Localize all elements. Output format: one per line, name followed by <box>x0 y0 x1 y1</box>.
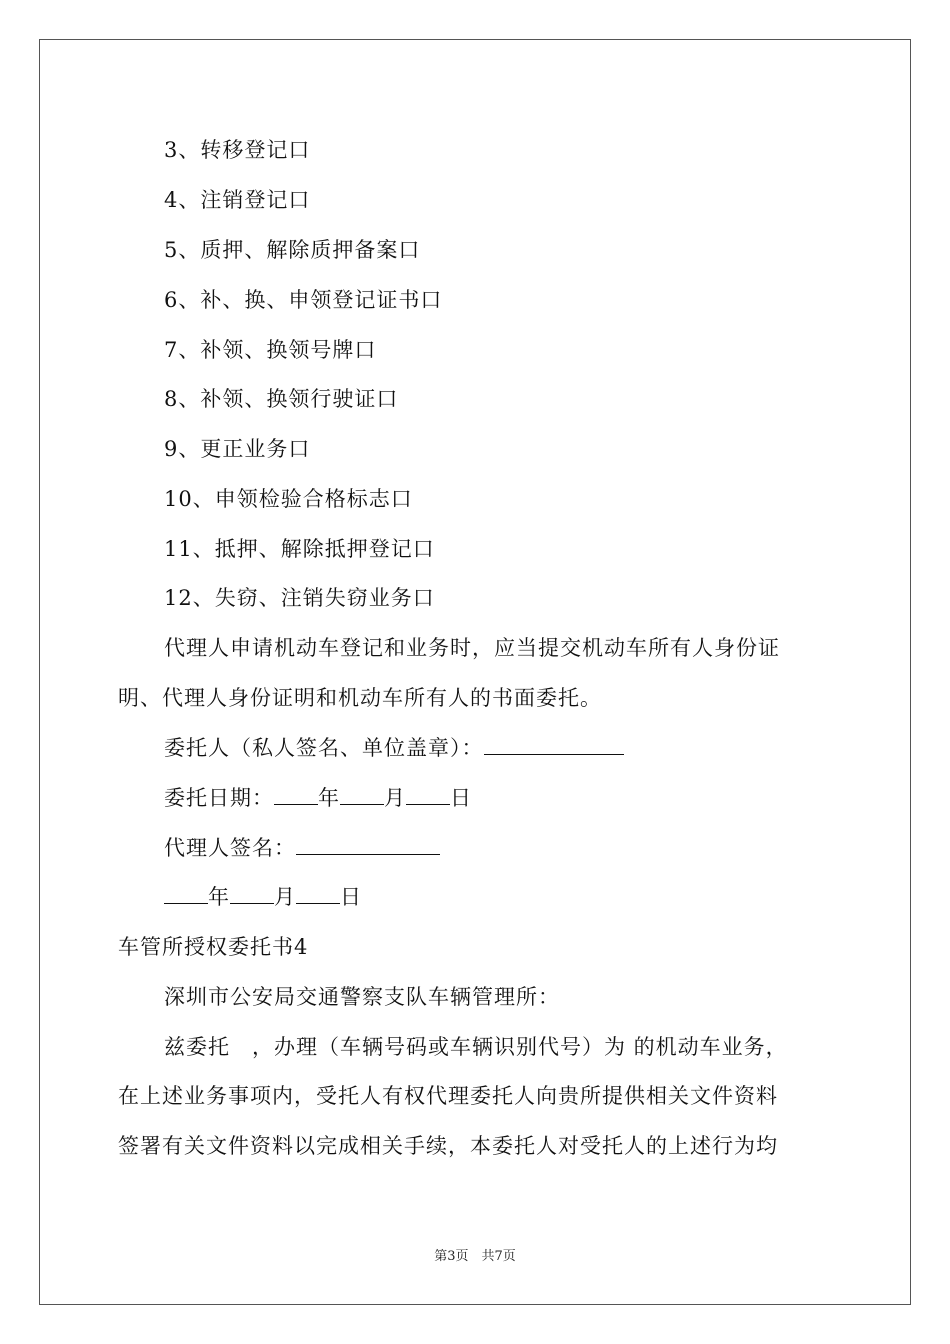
day-blank <box>406 786 450 805</box>
day-label: 日 <box>450 786 472 810</box>
addressee: 深圳市公安局交通警察支队车辆管理所： <box>164 985 560 1009</box>
section-title: 车管所授权委托书4 <box>118 935 309 959</box>
month-blank <box>340 786 384 805</box>
notice-paragraph-line: 明、代理人身份证明和机动车所有人的书面委托。 <box>118 686 602 710</box>
list-item: 5、质押、解除质押备案口 <box>164 238 421 262</box>
agent-label: 代理人签名： <box>164 836 296 860</box>
list-item: 6、补、换、申领登记证书口 <box>164 288 443 312</box>
list-item: 12、失窃、注销失窃业务口 <box>164 586 435 610</box>
list-item: 4、注销登记口 <box>164 188 311 212</box>
delegation-date-field <box>164 786 472 810</box>
month-label: 月 <box>274 885 296 909</box>
list-item: 7、补领、换领号牌口 <box>164 338 377 362</box>
date-label: 委托日期： <box>164 786 274 810</box>
body-paragraph-line: 兹委托 ，办理（车辆号码或车辆识别代号）为 的机动车业务， <box>164 1035 788 1059</box>
principal-label: 委托人（私人签名、单位盖章）： <box>164 736 484 760</box>
list-item: 10、申领检验合格标志口 <box>164 487 413 511</box>
year-blank <box>164 885 208 904</box>
list-item: 3、转移登记口 <box>164 138 311 162</box>
day-label: 日 <box>340 885 362 909</box>
body-paragraph-line: 签署有关文件资料以完成相关手续，本委托人对受托人的上述行为均 <box>118 1134 778 1158</box>
page-border <box>39 39 911 1305</box>
list-item: 11、抵押、解除抵押登记口 <box>164 537 435 561</box>
body-paragraph-line: 在上述业务事项内，受托人有权代理委托人向贵所提供相关文件资料 <box>118 1084 778 1108</box>
list-item: 9、更正业务口 <box>164 437 311 461</box>
page-number: 第3页 共7页 <box>434 1249 516 1264</box>
year-label: 年 <box>208 885 230 909</box>
year-label: 年 <box>318 786 340 810</box>
month-blank <box>230 885 274 904</box>
day-blank <box>296 885 340 904</box>
principal-signature-field <box>164 736 624 760</box>
agent-date-field <box>164 885 362 909</box>
agent-signature-field <box>164 836 440 860</box>
month-label: 月 <box>384 786 406 810</box>
notice-paragraph-line: 代理人申请机动车登记和业务时，应当提交机动车所有人身份证 <box>164 636 780 660</box>
principal-blank <box>484 736 624 755</box>
year-blank <box>274 786 318 805</box>
list-item: 8、补领、换领行驶证口 <box>164 387 399 411</box>
agent-blank <box>296 836 440 855</box>
